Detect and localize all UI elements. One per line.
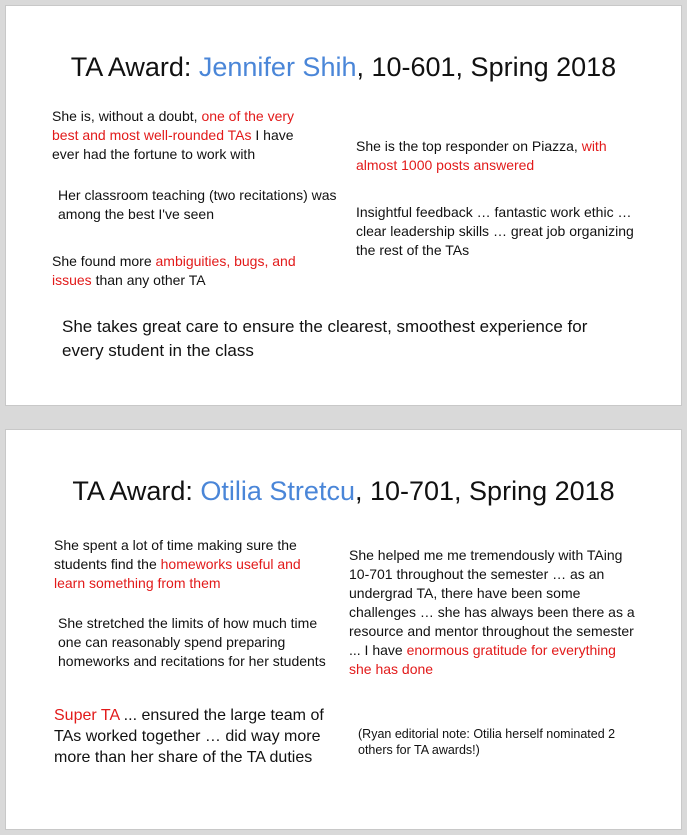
- quote-ambiguities: [52, 252, 327, 290]
- title-suffix: , 10-701, Spring 2018: [354, 476, 615, 506]
- quote-highlight: homeworks useful and learn something from them: [54, 556, 301, 591]
- quote-text: Insightful feedback … fantastic work ethic … clear leadership skills … great job organizing the rest of the TAs: [356, 204, 634, 258]
- title-prefix: TA Award:: [72, 476, 201, 506]
- slide-otilia-stretcu: [5, 429, 682, 830]
- quote-text: I have ever had the fortune to work with: [52, 127, 294, 162]
- title-suffix: , 10-601, Spring 2018: [356, 52, 617, 82]
- quote-text: She helped me me tremendously with TAing 10-701 throughout the semester … as an undergrad TA, there have been some challenges … she has always been there as a resource and mentor throughout the semester ... I have: [349, 547, 635, 658]
- slide-jennifer-shih: [5, 5, 682, 406]
- quote-text: She stretched the limits of how much time one can reasonably spend preparing homeworks and recitations for her students: [58, 615, 326, 669]
- quote-text: than any other TA: [91, 272, 206, 288]
- quote-text: She is, without a doubt,: [52, 108, 202, 124]
- quote-well-rounded: [52, 107, 324, 164]
- quote-highlight: ambiguities, bugs, and issues: [52, 253, 296, 288]
- quote-text: She is the top responder on Piazza,: [356, 138, 582, 154]
- quote-text: Her classroom teaching (two recitations) was among the best I've seen: [58, 187, 337, 222]
- quote-piazza: [356, 137, 636, 175]
- quote-text: She takes great care to ensure the clearest, smoothest experience for every student in the class: [62, 317, 588, 360]
- slide-title: [6, 52, 681, 83]
- awardee-name: Otilia Stretcu: [200, 476, 355, 506]
- quote-helped-me: [349, 546, 639, 679]
- editorial-note: [358, 726, 633, 758]
- quote-highlight: enormous gratitude for everything she has done: [349, 642, 616, 677]
- quote-highlight: one of the very best and most well-rounded TAs: [52, 108, 295, 143]
- awardee-name: Jennifer Shih: [198, 52, 357, 82]
- quote-great-care: [62, 315, 622, 363]
- title-prefix: TA Award:: [70, 52, 199, 82]
- quote-text: (Ryan editorial note: Otilia herself nominated 2 others for TA awards!): [358, 727, 616, 757]
- quote-highlight: with almost 1000 posts answered: [356, 138, 607, 173]
- quote-highlight: Super TA: [54, 707, 120, 724]
- quote-stretched-limits: [58, 614, 340, 671]
- quote-super-ta: [54, 705, 334, 768]
- quote-text: She found more: [52, 253, 156, 269]
- quote-classroom-teaching: [58, 186, 338, 224]
- quote-text: ... ensured the large team of TAs worked together … did way more more than her share of the TA duties: [54, 707, 324, 766]
- quote-homeworks-useful: [54, 536, 326, 593]
- slide-title: [6, 476, 681, 507]
- quote-feedback: [356, 203, 638, 260]
- quote-text: She spent a lot of time making sure the students find the: [54, 537, 297, 572]
